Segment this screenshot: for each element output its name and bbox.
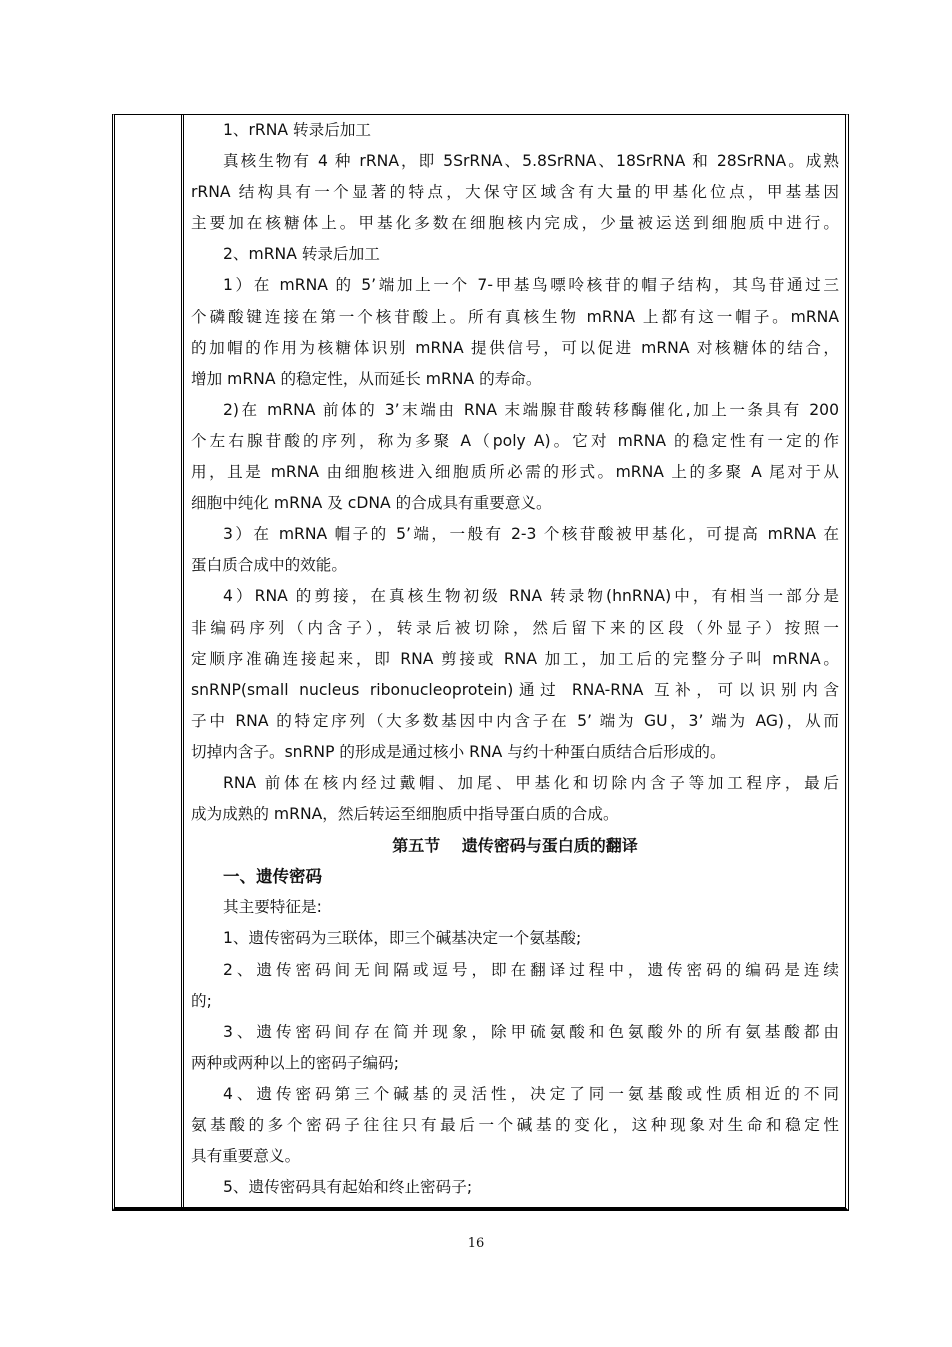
content-table xyxy=(112,114,849,1211)
text-line: 蛋白质合成中的效能。 xyxy=(191,556,347,575)
text-line: 的; xyxy=(191,991,212,1010)
text-line: 氨基酸的多个密码子往往只有最后一个碱基的变化，这种现象对生命和稳定性 xyxy=(191,1116,839,1134)
text-line: snRNP(small nucleus ribonucleoprotein)通过 RNA-RNA 互补，可以识别内含 xyxy=(191,680,839,699)
subsection-heading: 一、遗传密码 xyxy=(223,867,322,887)
text-line: 成为成熟的 mRNA，然后转运至细胞质中指导蛋白质的合成。 xyxy=(191,805,619,824)
page-number: 16 xyxy=(467,1236,485,1251)
table-left-column xyxy=(115,115,184,1207)
text-line: 2)在 mRNA 前体的 3’末端由 RNA 末端腺苷酸转移酶催化,加上一条具有 200 xyxy=(223,400,839,419)
text-line: 子中 RNA 的特定序列（大多数基因中内含子在 5’ 端为 GU，3’ 端为 AG)，从而 xyxy=(191,711,839,730)
text-line: 3、遗传密码间存在简并现象，除甲硫氨酸和色氨酸外的所有氨基酸都由 xyxy=(223,1022,839,1041)
text-line: RNA 前体在核内经过戴帽、加尾、甲基化和切除内含子等加工程序，最后 xyxy=(223,773,839,792)
text-line: 细胞中纯化 mRNA 及 cDNA 的合成具有重要意义。 xyxy=(191,494,552,513)
text-line: 主要加在核糖体上。甲基化多数在细胞核内完成，少量被运送到细胞质中进行。 xyxy=(191,214,839,233)
text-line: 非编码序列（内含子），转录后被切除，然后留下来的区段（外显子）按照一 xyxy=(191,618,839,637)
text-line: 增加 mRNA 的稳定性，从而延长 mRNA 的寿命。 xyxy=(191,369,542,388)
text-line: 切掉内含子。snRNP 的形成是通过核小 RNA 与约十种蛋白质结合后形成的。 xyxy=(191,742,726,761)
text-line: 1、rRNA 转录后加工 xyxy=(223,121,372,139)
section-heading: 第五节 遗传密码与蛋白质的翻译 xyxy=(392,836,638,856)
text-line: 1、遗传密码为三联体，即三个碱基决定一个氨基酸; xyxy=(223,929,582,948)
text-line: 个磷酸键连接在第一个核苷酸上。所有真核生物 mRNA 上都有这一帽子。mRNA xyxy=(191,307,839,326)
text-line: 用，且是 mRNA 由细胞核进入细胞质所必需的形式。mRNA 上的多聚 A 尾对于从 xyxy=(191,463,839,482)
table-content-cell xyxy=(191,115,839,1207)
text-line: 2、mRNA 转录后加工 xyxy=(223,245,380,264)
text-line: rRNA 结构具有一个显著的特点，大保守区域含有大量的甲基化位点，甲基基因 xyxy=(191,183,839,202)
text-line: 2、遗传密码间无间隔或逗号，即在翻译过程中，遗传密码的编码是连续 xyxy=(223,960,839,979)
text-line: 其主要特征是: xyxy=(223,898,322,917)
text-line: 个左右腺苷酸的序列，称为多聚 A（poly A)。它对 mRNA 的稳定性有一定的作 xyxy=(191,431,839,450)
text-line: 真核生物有 4 种 rRNA，即 5SrRNA、5.8SrRNA、18SrRNA 和 28SrRNA。成熟 xyxy=(223,152,839,171)
text-line: 5、遗传密码具有起始和终止密码子; xyxy=(223,1178,473,1197)
text-line: 的加帽的作用为核糖体识别 mRNA 提供信号，可以促进 mRNA 对核糖体的结合， xyxy=(191,338,839,357)
text-line: 3）在 mRNA 帽子的 5’端，一般有 2-3 个核苷酸被甲基化，可提高 mRNA 在 xyxy=(223,525,839,544)
text-line: 定顺序准确连接起来，即 RNA 剪接或 RNA 加工，加工后的完整分子叫 mRNA。 xyxy=(191,649,839,668)
text-line: 具有重要意义。 xyxy=(191,1147,301,1166)
text-line: 4、遗传密码第三个碱基的灵活性，决定了同一氨基酸或性质相近的不同 xyxy=(223,1084,839,1103)
text-line: 两种或两种以上的密码子编码; xyxy=(191,1053,399,1072)
text-line: 1）在 mRNA 的 5’端加上一个 7-甲基鸟嘌呤核苷的帽子结构，其鸟苷通过三 xyxy=(223,276,839,295)
text-line: 4）RNA 的剪接，在真核生物初级 RNA 转录物(hnRNA)中，有相当一部分是 xyxy=(223,587,839,606)
